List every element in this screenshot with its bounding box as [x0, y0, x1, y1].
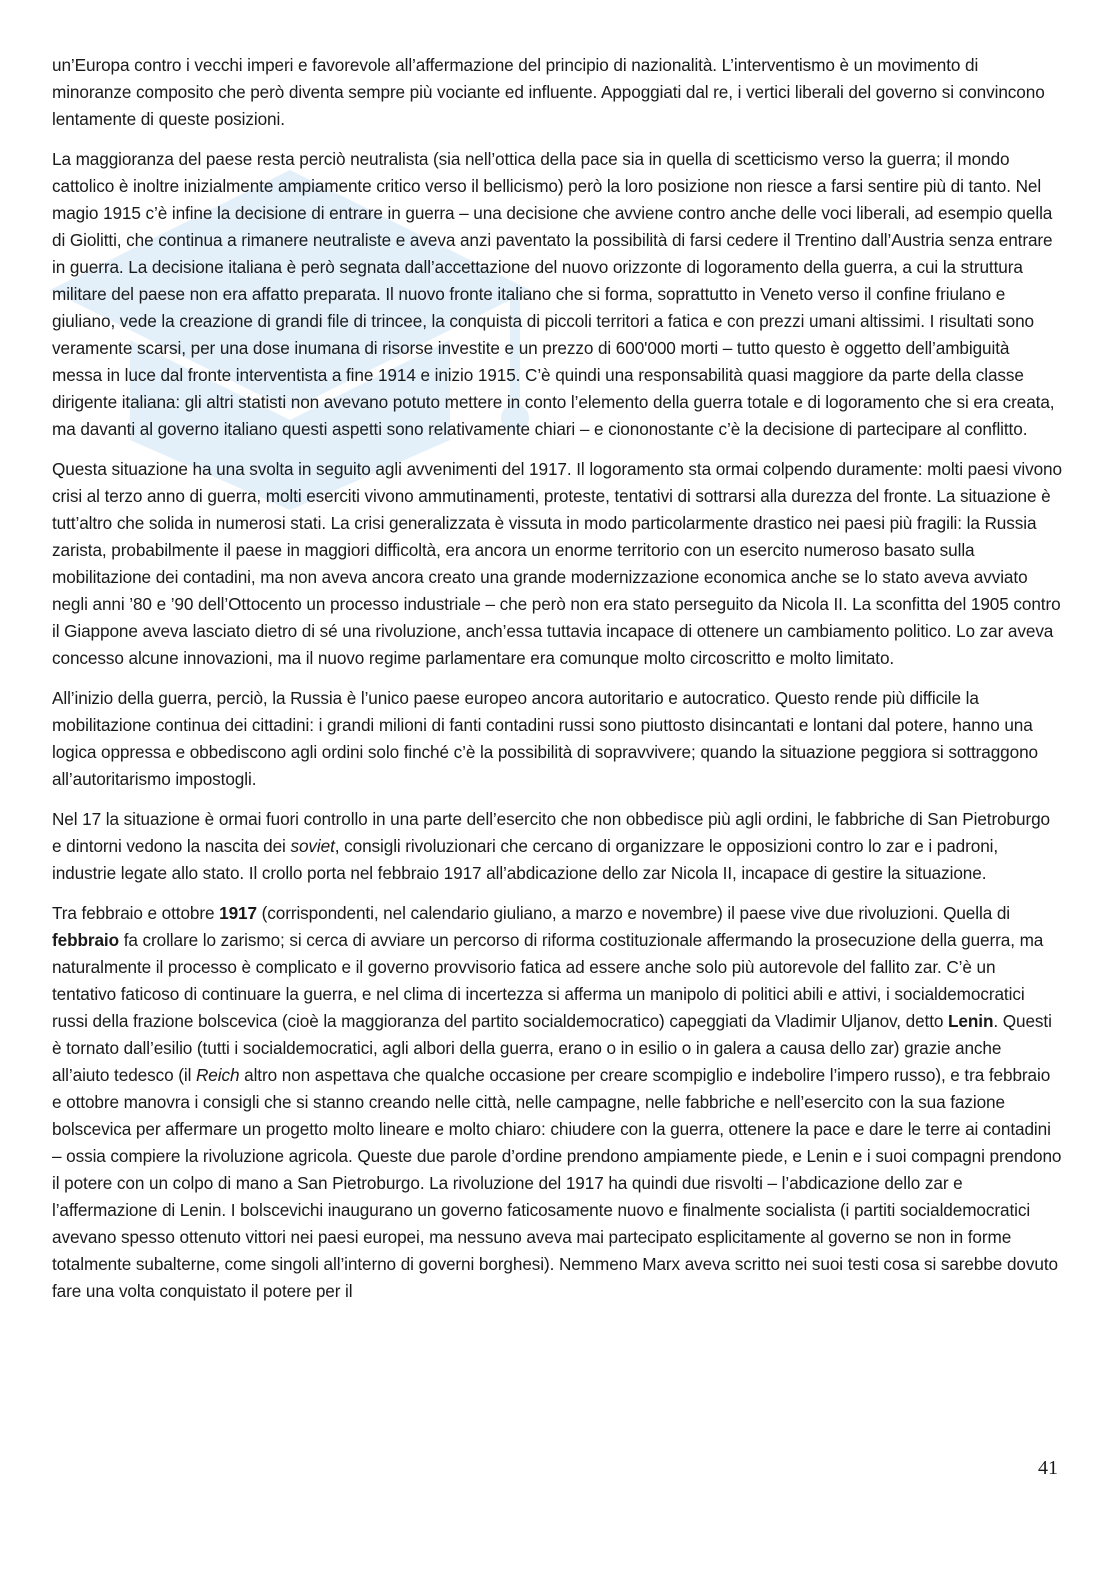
bold-text: febbraio: [52, 930, 120, 950]
text-run: altro non aspettava che qualche occasione per creare scompiglio e indebolire l’impero russo), e tra febbraio e ottobre manovra i consigli che si stanno creando nelle città, nelle campagne, nelle fabbriche e nell’esercito con la sua fazione bolscevica per affermare un progetto molto lineare e molto chiaro: chiudere con la guerra, ottenere la pace e dare le terre ai contadini – ossia compiere la rivoluzione agricola. Queste due parole d’ordine prendono ampiamente piede, e Lenin e i suoi compagni prendono il potere con un colpo di mano a San Pietroburgo. La rivoluzione del 1917 ha quindi due risvolti – l’abdicazione dello zar e l’affermazione di Lenin. I bolscevichi inaugurano un governo faticosamente nuovo e finalmente socialista (i partiti socialdemocratici avevano spesso ottenuto vittori nei paesi europei, ma nessuno aveva mai partecipato esplicitamente al governo se non in forme totalmente subalterne, come singoli all’interno di governi borghesi). Nemmeno Marx aveva scritto nei suoi testi cosa si sarebbe dovuto fare una volta conquistato il potere per il: [52, 1065, 1062, 1301]
paragraph: [52, 52, 1062, 133]
italic-text: soviet: [290, 836, 335, 856]
paragraph: [52, 146, 1062, 443]
text-run: Nel 17 la situazione è ormai fuori controllo in una parte dell’esercito che non obbedisce più agli ordini, le fabbriche di San Pietroburgo e dintorni vedono la nascita dei: [52, 809, 1051, 856]
bold-text: Lenin: [948, 1011, 994, 1031]
italic-text: Reich: [195, 1065, 240, 1085]
text-run: fa crollare lo zarismo; si cerca di avviare un percorso di riforma costituzionale affermando la prosecuzione della guerra, ma naturalmente il processo è complicato e il governo provvisorio fatica ad essere anche solo più autorevole del fallito zar. C’è un tentativo faticoso di continuare la guerra, e nel clima di incertezza si afferma un manipolo di politici abili e attivi, i socialdemocratici russi della frazione bolscevica (cioè la maggioranza del partito socialdemocratico) capeggiati da Vladimir Uljanov, detto: [52, 930, 1044, 1031]
text-run: Questa situazione ha una svolta in seguito agli avvenimenti del 1917. Il logoramento sta ormai colpendo duramente: molti paesi vivono crisi al terzo anno di guerra, molti eserciti vivono ammutinamenti, proteste, tentativi di sottrarsi alla durezza del fronte. La situazione è tutt’altro che solida in numerosi stati. La crisi generalizzata è vissuta in modo particolarmente drastico nei paesi più fragili: la Russia zarista, probabilmente il paese in maggiori difficoltà, era ancora un enorme territorio con un esercito numeroso basato sulla mobilitazione dei contadini, ma non aveva ancora creato una grande modernizzazione economica anche se lo stato aveva avviato negli anni ’80 e ’90 dell’Ottocento un processo industriale – che però non era stato perseguito da Nicola II. La sconfitta del 1905 contro il Giappone aveva lasciato dietro di sé una rivoluzione, anch’essa tuttavia incapace di ottenere un cambiamento politico. Lo zar aveva concesso alcune innovazioni, ma il nuovo regime parlamentare era comunque molto circoscritto e molto limitato.: [52, 459, 1062, 668]
text-run: All’inizio della guerra, perciò, la Russia è l’unico paese europeo ancora autoritario e autocratico. Questo rende più difficile la mobilitazione continua dei cittadini: i grandi milioni di fanti contadini russi sono piuttosto disincantati e lontani dal potere, hanno una logica oppressa e obbediscono agli ordini solo finché c’è la possibilità di sopravvivere; quando la situazione peggiora si sottraggono all’autoritarismo impostogli.: [52, 688, 1039, 789]
text-run: (corrispondenti, nel calendario giuliano, a marzo e novembre) il paese vive due rivoluzioni. Quella di: [256, 903, 1011, 923]
text-run: . Questi è tornato dall’esilio (tutti i socialdemocratici, agli albori della guerra, erano o in esilio o in galera a causa dello zar) grazie anche all’aiuto tedesco (il: [52, 1011, 1052, 1085]
page-number: 41: [1038, 1457, 1058, 1479]
paragraph: [52, 900, 1062, 1305]
text-run: un’Europa contro i vecchi imperi e favorevole all’affermazione del principio di nazionalità. L’interventismo è un movimento di minoranze composito che però diventa sempre più vociante ed influente. Appoggiati dal re, i vertici liberali del governo si convincono lentamente di queste posizioni.: [52, 55, 1045, 129]
bold-text: 1917: [219, 903, 257, 923]
text-run: , consigli rivoluzionari che cercano di organizzare le opposizioni contro lo zar e i padroni, industrie legate allo stato. Il crollo porta nel febbraio 1917 all’abdicazione dello zar Nicola II, incapace di gestire la situazione.: [52, 836, 999, 883]
text-run: La maggioranza del paese resta perciò neutralista (sia nell’ottica della pace sia in quella di scetticismo verso la guerra; il mondo cattolico è inoltre inizialmente ampiamente critico verso il bellicismo) però la loro posizione non riesce a farsi sentire più di tanto. Nel magio 1915 c’è infine la decisione di entrare in guerra – una decisione che avviene contro anche delle voci liberali, ad esempio quella di Giolitti, che continua a rimanere neutraliste e aveva anzi paventato la possibilità di farsi cedere il Trentino dall’Austria senza entrare in guerra. La decisione italiana è però segnata dall’accettazione del nuovo orizzonte di logoramento della guerra, a cui la struttura militare del paese non era affatto preparata. Il nuovo fronte italiano che si forma, soprattutto in Veneto verso il confine friulano e giuliano, vede la creazione di grandi file di trincee, la conquista di piccoli territori a fatica e con prezzi umani altissimi. I risultati sono veramente scarsi, per una dose inumana di risorse investite e un prezzo di 600'000 morti – tutto questo è oggetto dell’ambiguità messa in luce dal fronte interventista a fine 1914 e inizio 1915. C’è quindi una responsabilità quasi maggiore da parte della classe dirigente italiana: gli altri statisti non avevano potuto mettere in conto l’elemento della guerra totale e di logoramento che si era creata, ma davanti al governo italiano questi aspetti sono relativamente chiari – e ciononostante c’è la decisione di partecipare al conflitto.: [52, 149, 1055, 439]
paragraph: [52, 806, 1062, 887]
paragraph: [52, 456, 1062, 672]
text-run: Tra febbraio e ottobre: [52, 903, 220, 923]
paragraph: [52, 685, 1062, 793]
document-body: [52, 52, 1062, 1318]
